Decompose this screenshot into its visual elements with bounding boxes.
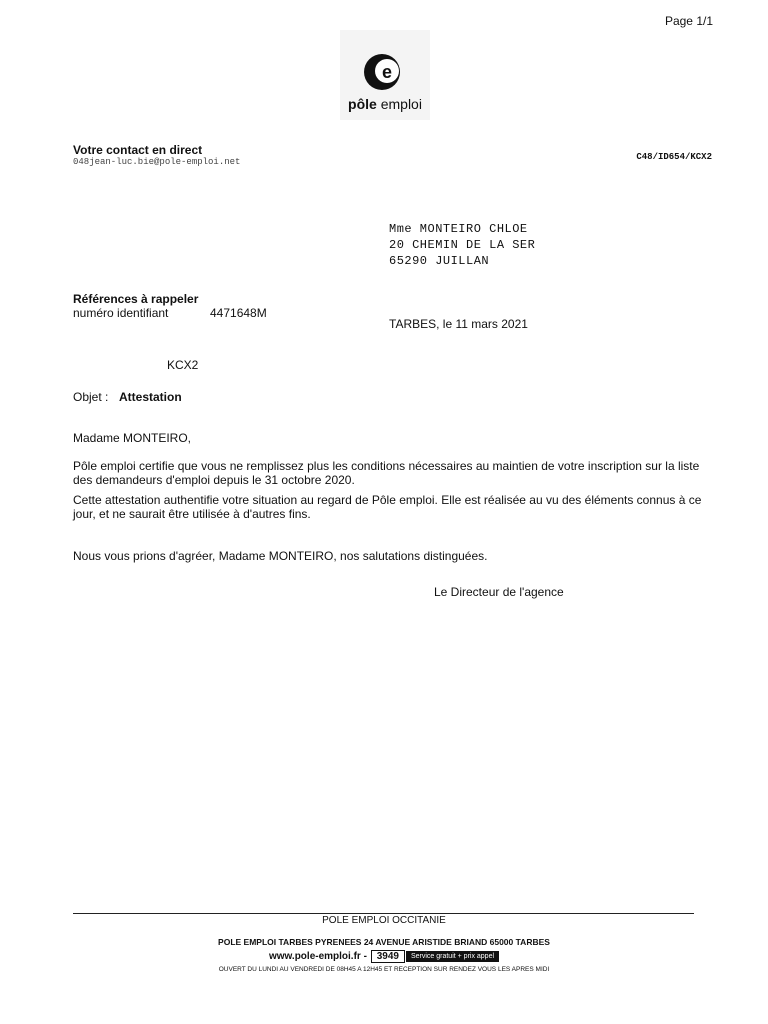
footer-address: POLE EMPLOI TARBES PYRENEES 24 AVENUE ARISTIDE BRIAND 65000 TARBES bbox=[218, 937, 550, 947]
agent-code: KCX2 bbox=[167, 358, 199, 372]
body-paragraph-2: Cette attestation authentifie votre situation au regard de Pôle emploi. Elle est réalisée au vu des éléments connus à ce jour, et ne saurait être utilisée à d'autres fins. bbox=[73, 493, 702, 521]
logo-word-emploi: emploi bbox=[380, 96, 422, 112]
page-number: Page 1/1 bbox=[664, 14, 713, 28]
phone-number: 3949 bbox=[371, 950, 405, 963]
footer-opening-hours: OUVERT DU LUNDI AU VENDREDI DE 08H45 A 12H45 ET RECEPTION SUR RENDEZ VOUS LES APRES MIDI bbox=[218, 966, 550, 973]
logo-wordmark bbox=[340, 96, 430, 112]
footer-website: www.pole-emploi.fr - bbox=[268, 951, 367, 963]
footer-divider bbox=[73, 913, 694, 914]
references-title: Références à rappeler bbox=[73, 292, 199, 306]
salutation: Madame MONTEIRO, bbox=[73, 431, 192, 445]
footer-organization: POLE EMPLOI OCCITANIE bbox=[322, 915, 446, 926]
phone-pricing-note: Service gratuit + prix appel bbox=[406, 951, 499, 962]
signature-title: Le Directeur de l'agence bbox=[434, 585, 564, 599]
svg-text:e: e bbox=[381, 62, 393, 82]
identifier-value: 4471648M bbox=[210, 306, 267, 320]
subject-value: Attestation bbox=[119, 390, 182, 404]
reference-code: C48/ID654/KCX2 bbox=[636, 152, 712, 162]
contact-email: 048jean-luc.bie@pole-emploi.net bbox=[73, 157, 241, 167]
recipient-name: Mme MONTEIRO CHLOE bbox=[389, 222, 528, 236]
place-date: TARBES, le 11 mars 2021 bbox=[389, 317, 528, 331]
identifier-label: numéro identifiant bbox=[73, 306, 169, 320]
contact-title: Votre contact en direct bbox=[73, 143, 203, 157]
pole-emploi-logo bbox=[340, 30, 430, 120]
recipient-street: 20 CHEMIN DE LA SER bbox=[389, 238, 536, 252]
recipient-city: 65290 JUILLAN bbox=[389, 254, 490, 268]
subject-label: Objet : bbox=[73, 390, 109, 404]
closing-formula: Nous vous prions d'agréer, Madame MONTEIRO, nos salutations distinguées. bbox=[73, 549, 488, 563]
footer-contact-row bbox=[0, 950, 768, 963]
pole-emploi-logo-icon bbox=[362, 52, 402, 92]
logo-word-pole: pôle bbox=[348, 96, 377, 112]
body-paragraph-1: Pôle emploi certifie que vous ne remplissez plus les conditions nécessaires au maintien de votre inscription sur la liste des demandeurs d'emploi depuis le 31 octobre 2020. bbox=[73, 459, 700, 487]
